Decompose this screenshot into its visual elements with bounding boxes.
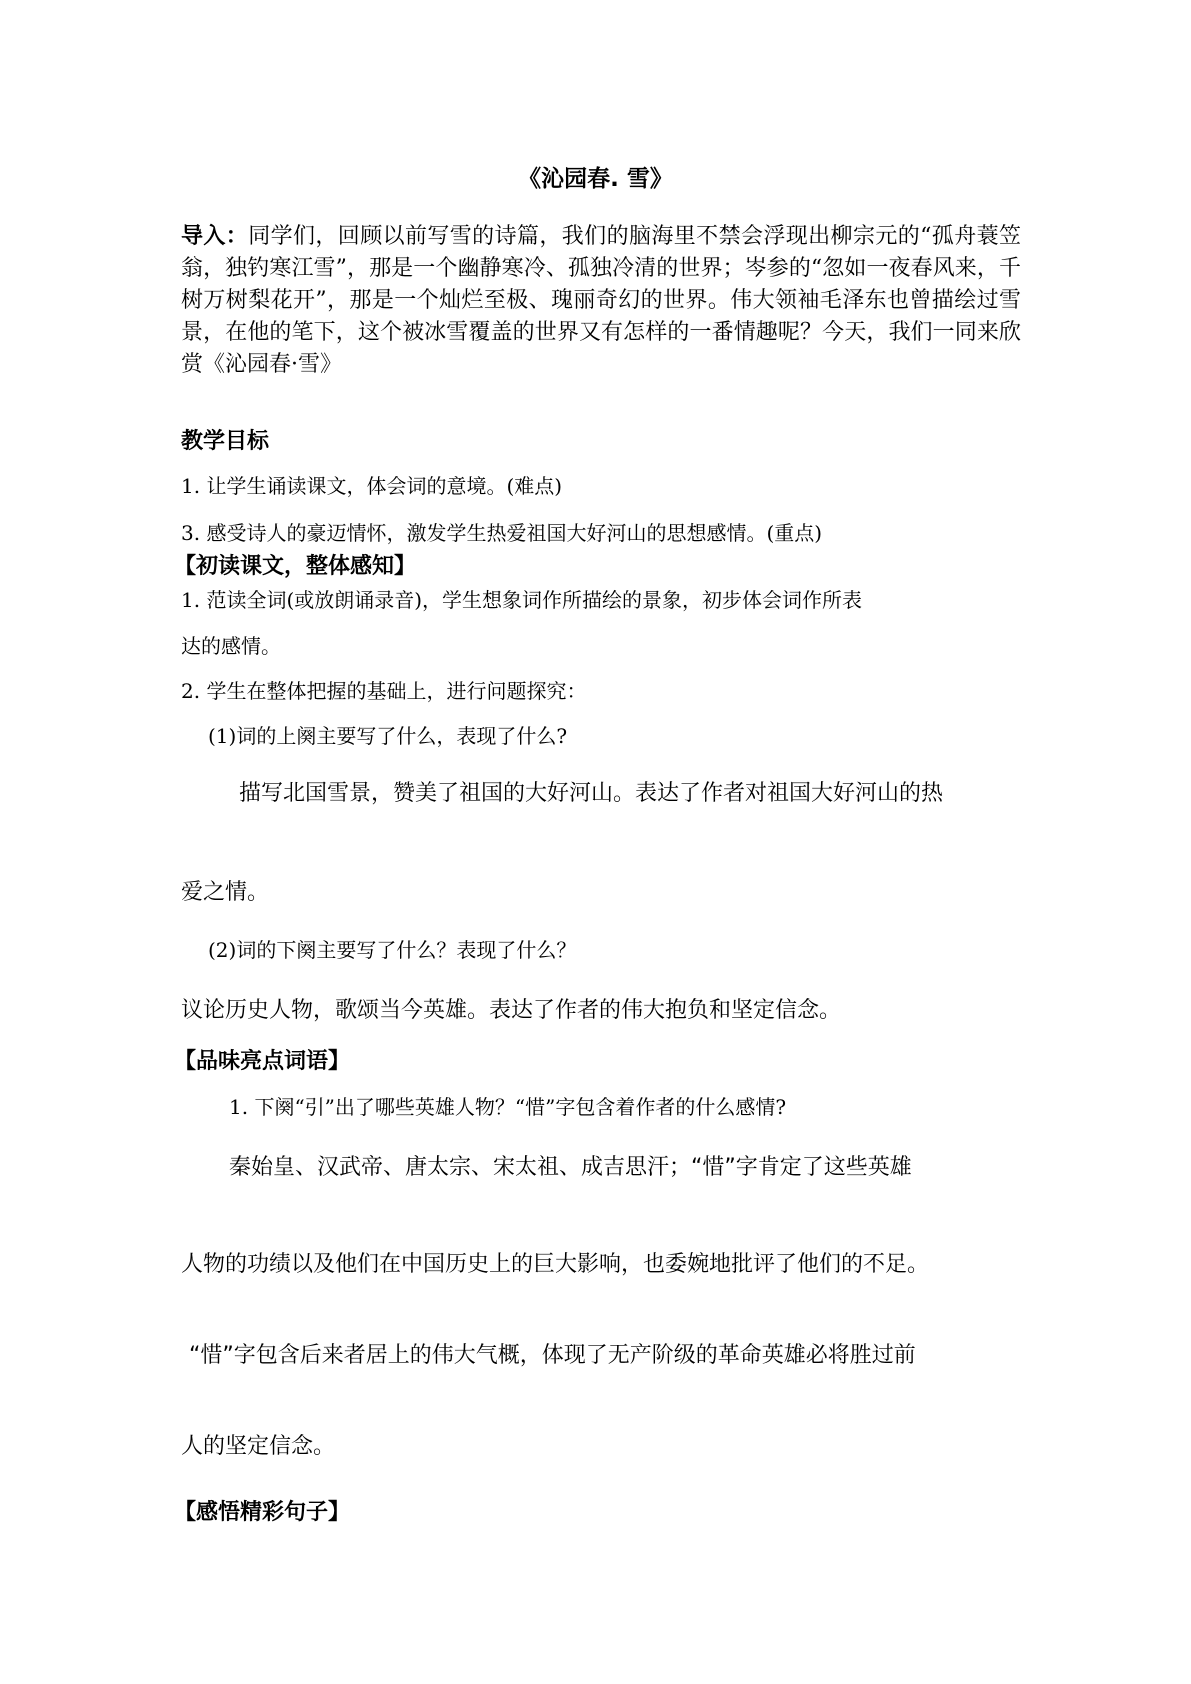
section1-item-1-line-1: 1. 范读全词(或放朗诵录音)，学生想象词作所描绘的景象，初步体会词作所表 — [181, 588, 863, 612]
section2-question-1: 1. 下阕“引”出了哪些英雄人物？“惜”字包含着作者的什么感情? — [229, 1095, 787, 1119]
intro-text: 同学们，回顾以前写雪的诗篇，我们的脑海里不禁会浮现出柳宗元的“孤舟蓑笠翁，独钓寒江雪”，那是一个幽静寒冷、孤独冷清的世界；岑参的“忽如一夜春风来，千树万树梨花开”，那是一个灿烂至极、瑰丽奇幻的世界。伟大领袖毛泽东也曾描绘过雪景，在他的笔下，这个被冰雪覆盖的世界又有怎样的一番情趣呢？今天，我们一同来欣赏《沁园春·雪》 — [181, 224, 1021, 377]
goal-item-1: 1. 让学生诵读课文，体会词的意境。(难点) — [181, 474, 563, 498]
section1-answer-2: 议论历史人物，歌颂当今英雄。表达了作者的伟大抱负和坚定信念。 — [181, 998, 842, 1023]
intro-paragraph — [181, 221, 1021, 381]
section-heading-initial-reading: 【初读课文，整体感知】 — [174, 554, 417, 579]
section2-answer-line-3: “惜”字包含后来者居上的伟大气概，体现了无产阶级的革命英雄必将胜过前 — [189, 1343, 916, 1368]
section-heading-sentence-appreciation: 【感悟精彩句子】 — [174, 1500, 351, 1525]
section2-answer-line-2: 人物的功绩以及他们在中国历史上的巨大影响，也委婉地批评了他们的不足。 — [181, 1252, 930, 1277]
intro-label: 导入： — [181, 224, 249, 249]
section1-answer-1-line-2: 爱之情。 — [181, 880, 270, 905]
goal-item-3: 3. 感受诗人的豪迈情怀，激发学生热爱祖国大好河山的思想感情。(重点) — [181, 521, 823, 545]
section1-question-1: (1)词的上阕主要写了什么，表现了什么? — [208, 724, 568, 748]
section2-answer-line-1: 秦始皇、汉武帝、唐太宗、宋太祖、成吉思汗；“惜”字肯定了这些英雄 — [229, 1155, 912, 1180]
section2-answer-line-4: 人的坚定信念。 — [181, 1434, 336, 1459]
section1-answer-1-line-1: 描写北国雪景，赞美了祖国的大好河山。表达了作者对祖国大好河山的热 — [239, 781, 944, 806]
section1-question-2: (2)词的下阕主要写了什么？表现了什么？ — [208, 938, 577, 962]
section1-item-1-line-2: 达的感情。 — [181, 634, 281, 658]
section1-item-2: 2. 学生在整体把握的基础上，进行问题探究： — [181, 679, 587, 703]
document-title: 《沁园春. 雪》 — [518, 166, 673, 192]
goals-heading: 教学目标 — [181, 429, 270, 454]
section-heading-word-appreciation: 【品味亮点词语】 — [174, 1049, 351, 1074]
